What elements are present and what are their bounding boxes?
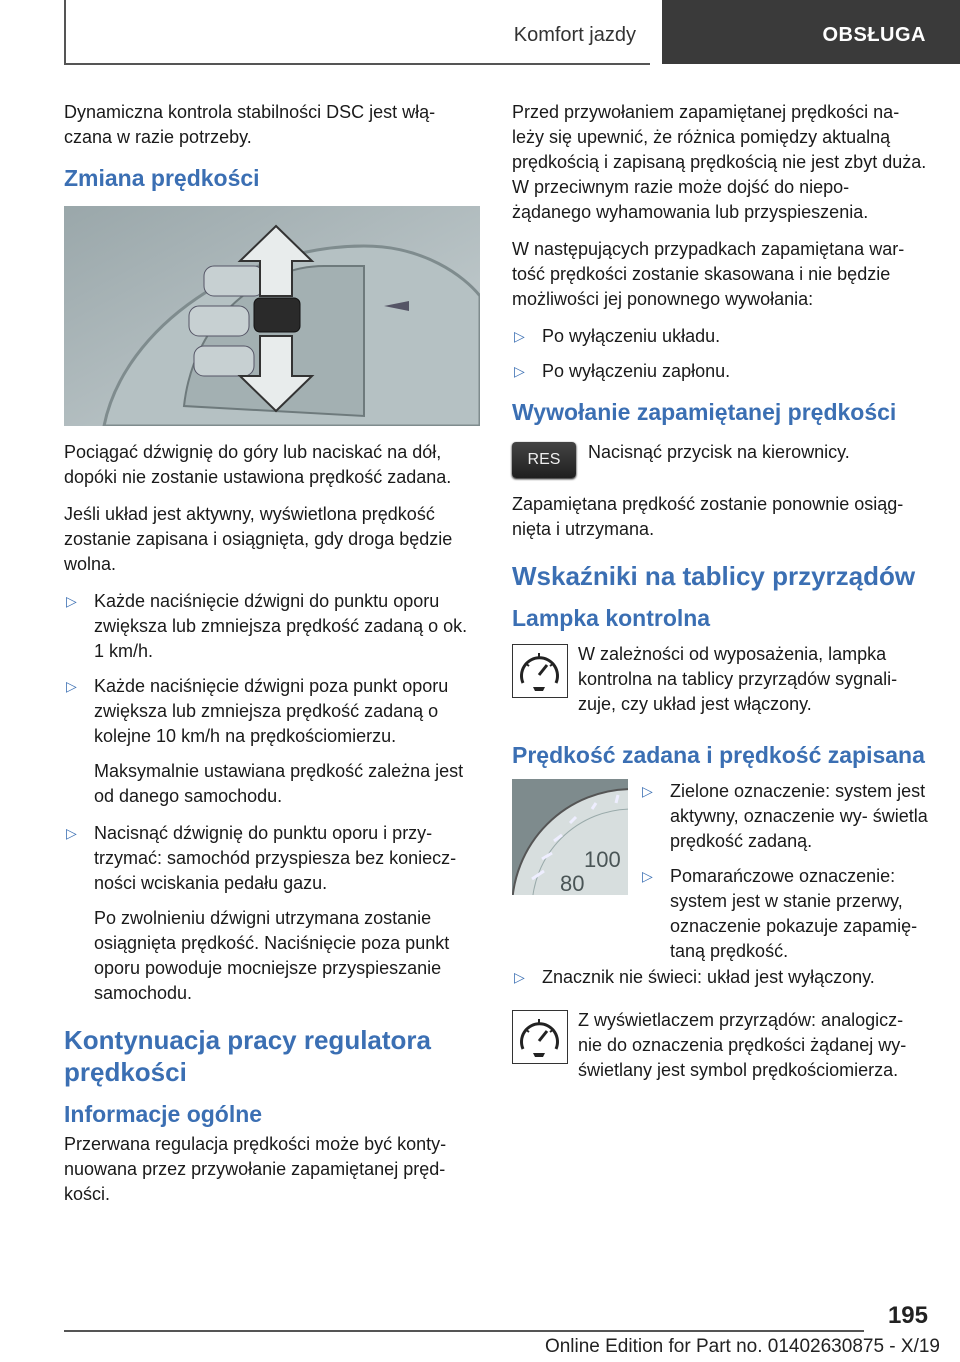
heading-lampka: Lampka kontrolna xyxy=(512,605,711,631)
list-item: ▷ Po wyłączeniu zapłonu. xyxy=(512,359,928,384)
paragraph-resume: Przerwana regulacja prędkości może być konty‐ nuowana przez przywołanie zapamiętanej pręd‐ kości. xyxy=(64,1134,447,1204)
list-item: ▷ Każde naciśnięcie dźwigni do punktu oporu zwiększa lub zmniejsza prędkość zadaną o ok. 1 km/h. xyxy=(66,591,468,661)
triangle-bullet-icon: ▷ xyxy=(514,328,525,344)
footer-rule xyxy=(64,1330,864,1332)
list-item: ▷ Po wyłączeniu układu. xyxy=(512,324,928,349)
speed-100-label: 100 xyxy=(584,847,621,872)
triangle-bullet-icon: ▷ xyxy=(514,363,525,379)
chapter-title: OBSŁUGA xyxy=(822,24,926,46)
instrument-display-row: Z wyświetlaczem przyrządów: analogicz‐ nie do oznaczenia prędkości żądanej wy‐ świetlany jest symbol prędkościomierza. xyxy=(512,1008,928,1083)
list-item-note: Po zwolnieniu dźwigni utrzymana zostanie osiągnięta prędkość. Naciśnięcie poza punkt oporu powoduje mocniejsze przyspieszanie samochodu. xyxy=(94,908,450,1003)
speedometer-illustration xyxy=(512,779,628,895)
list-item-note: Maksymalnie ustawiana prędkość zależna jest od danego samochodu. xyxy=(94,761,464,806)
paragraph-active: Jeśli układ jest aktywny, wyświetlona prędkość zostanie zapisana i osiągnięta, gdy droga będzie wolna. xyxy=(64,504,453,574)
res-button-icon: RES xyxy=(512,442,576,478)
paragraph-lever: Pociągać dźwignię do góry lub naciskać na dół, dopóki nie zostanie ustawiona prędkość zadana. xyxy=(64,442,452,487)
heading-predkosc: Prędkość zadana i prędkość zapisana xyxy=(512,742,925,768)
triangle-bullet-icon: ▷ xyxy=(66,593,77,609)
steering-wheel-illustration xyxy=(64,206,480,426)
section-title: Komfort jazdy xyxy=(513,24,636,46)
paragraph-restored: Zapamiętana prędkość zostanie ponownie osiąg‐ nięta i utrzymana. xyxy=(512,494,904,539)
heading-kontynuacja: Kontynuacja pracy regulatora prędkości xyxy=(64,1025,431,1087)
triangle-bullet-icon: ▷ xyxy=(642,783,653,799)
list-item: ▷ Pomarańczowe oznaczenie: system jest w stanie przerwy, oznaczenie pokazuje zapamię‐ taną prędkość. xyxy=(642,866,918,961)
triangle-bullet-icon: ▷ xyxy=(642,868,653,884)
footer-edition: Online Edition for Part no. 01402630875 - X/19 xyxy=(544,1336,940,1357)
speedometer-indicator-icon xyxy=(512,644,568,698)
triangle-bullet-icon: ▷ xyxy=(514,969,525,985)
heading-wskazniki: Wskaźniki na tablicy przyrządów xyxy=(512,561,916,591)
triangle-bullet-icon: ▷ xyxy=(66,825,77,841)
right-column xyxy=(512,100,928,1095)
heading-wywolanie: Wywołanie zapamiętanej prędkości xyxy=(512,399,897,425)
speed-row xyxy=(512,779,928,961)
res-row: RES Nacisnąć przycisk na kierownicy. xyxy=(512,440,928,480)
heading-informacje: Informacje ogólne xyxy=(64,1101,263,1127)
list-item: ▷ Znacznik nie świeci: układ jest wyłączony. xyxy=(512,965,928,990)
heading-zmiana-predkosci: Zmiana prędkości xyxy=(64,165,260,191)
paragraph-warning: Przed przywołaniem zapamiętanej prędkości na‐ leży się upewnić, że różnica pomiędzy aktualną prędkością i zapisaną prędkością nie jest zbyt duża. W przeciwnym razie może dojść do niepo‐ żądanego wyhamowania lub przyspieszenia. xyxy=(512,102,927,222)
header-rule-bottom xyxy=(64,63,650,65)
left-column xyxy=(64,100,480,1219)
speed-80-label: 80 xyxy=(560,871,585,895)
chapter-tab xyxy=(662,0,960,64)
paragraph-cases: W następujących przypadkach zapamiętana war‐ tość prędkości zostanie skasowana i nie będzie możliwości jej ponownego wywołania: xyxy=(512,239,905,309)
page-number: 195 xyxy=(887,1302,928,1329)
speed-bullet-list xyxy=(640,779,930,974)
header-rule-left xyxy=(64,0,66,64)
list-item: ▷ Nacisnąć dźwignię do punktu oporu i przy‐ trzymać: samochód przyspiesza bez koniecz‐ ności wciskania pedału gazu. xyxy=(66,823,457,893)
speedometer-indicator-icon xyxy=(512,1010,568,1064)
intro-paragraph: Dynamiczna kontrola stabilności DSC jest włą‐ czana w razie potrzeby. xyxy=(64,102,436,147)
list-item: ▷ Zielone oznaczenie: system jest aktywny, oznaczenie wy‐ świetla prędkość zadaną. xyxy=(642,781,928,851)
list-item: ▷ Każde naciśnięcie dźwigni poza punkt oporu zwiększa lub zmniejsza prędkość zadaną o kolejne 10 km/h na prędkościomierzu. xyxy=(66,676,449,746)
triangle-bullet-icon: ▷ xyxy=(66,678,77,694)
lampka-row: W zależności od wyposażenia, lampka kontrolna na tablicy przyrządów sygnali‐ zuje, czy układ jest włączony. xyxy=(512,642,928,717)
